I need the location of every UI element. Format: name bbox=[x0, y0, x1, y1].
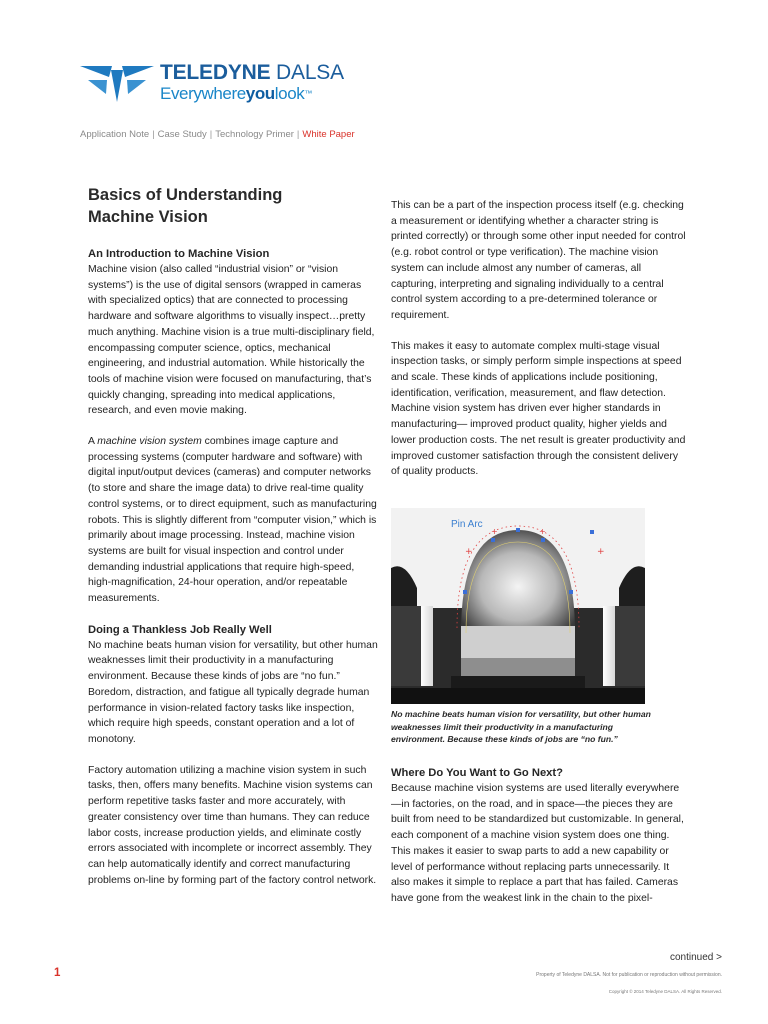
doc-type-separator: | bbox=[152, 129, 155, 140]
multi-stage-inspection-paragraph: This makes it easy to automate complex multi-stage visual inspection tasks, or simply perform simple inspections at speed and scale. These kinds of applications include positioning, identification, verification, measurement, and flaw detection. Machine vision system has driven ever higher standards in manufacturing— improved product quality, higher yields and lower production costs. The net result is greater productivity and improved customer satisfaction through the consistent delivery of quality products. bbox=[391, 340, 686, 478]
doc-type-white-paper-active: White Paper bbox=[302, 129, 355, 140]
pin-arc-figure bbox=[391, 508, 645, 704]
pin-arc-inspection-image bbox=[391, 508, 645, 704]
brand-name: TELEDYNE DALSA bbox=[160, 61, 344, 84]
inspection-process-paragraph: This can be a part of the inspection process itself (e.g. checking a measurement or identifying whether a character string is printed correctly) or through some other input needed for control (e.g. robot control or type verification). The machine vision system can include almost any number of cameras, all capturing, interpreting and signaling individually to a central control system according to a pre-determined tolerance or requirement. bbox=[391, 200, 686, 321]
brand-tagline: Everywhereyoulook™ bbox=[160, 84, 312, 103]
intro-paragraph: Machine vision (also called “industrial vision” or “vision systems”) is the use of digital sensors (wrapped in cameras with specialized optics) that are connected to processing hardware and software algorithms to visually inspect…pretty much anything. Machine vision is a true multi-disciplinary field, encompassing computer science, optics, mechanical engineering, and industrial automation. While historically the tools of machine vision were focused on manufacturing, that’s quickly changing, spreading into medical applications, research, and even movie making. bbox=[88, 264, 375, 417]
thankless-job-paragraph: No machine beats human vision for versatility, but other human weaknesses limit their productivity in a manufacturing environment. Because these kinds of jobs are “no fun.” Boredom, distraction, and fatigue all typically degrade human performance in vision-related factory tasks like inspection, which require high speeds, constant operation and a lot of monotony. bbox=[88, 639, 378, 745]
doc-type-case-study: Case Study bbox=[157, 129, 207, 140]
section-heading-introduction: An Introduction to Machine Vision bbox=[88, 248, 270, 260]
doc-type-separator: | bbox=[209, 129, 213, 140]
right-column-lower bbox=[391, 765, 689, 922]
page-number: 1 bbox=[54, 967, 61, 979]
svg-text:+: + bbox=[465, 547, 473, 557]
proprietary-notice: Property of Teledyne DALSA. Not for publication or reproduction without permission. bbox=[536, 972, 722, 978]
right-column bbox=[391, 198, 689, 495]
left-column bbox=[88, 184, 378, 903]
teledyne-logo-mark-icon bbox=[80, 62, 154, 104]
teledyne-dalsa-logo bbox=[80, 61, 344, 104]
figure-caption: No machine beats human vision for versatility, but other human weaknesses limit their productivity in a manufacturing environment. Because these kinds of jobs are “no fun.” bbox=[391, 709, 651, 744]
svg-text:+: + bbox=[491, 527, 498, 536]
factory-automation-paragraph: Factory automation utilizing a machine vision system in such tasks, then, offers many benefits. Machine vision systems can perform repetitive tasks faster and more accurately, with greater consistency over time than humans. They can reduce labor costs, increase production yields, and eliminate costly errors associated with incomplete or incorrect assembly. They can help automatically identify and correct manufacturing problems on-line by forming part of the factory control network. bbox=[88, 764, 377, 886]
continued-link[interactable]: continued > bbox=[670, 952, 722, 963]
where-next-paragraph: Because machine vision systems are used literally everywhere—in factories, on the road, and in space—the pieces they are built from need to be standardized but customizable. In general, each component of a machine vision system does one thing. This makes it easier to swap parts to add a new capability or level of performance without replacing parts unnecessarily. It also makes it simple to replace a part that has failed. Cameras have gone from the weakest link in the chain to the pixel- bbox=[391, 783, 684, 904]
doc-type-technology-primer: Technology Primer bbox=[215, 129, 294, 140]
copyright-notice: Copyright © 2014 Teledyne DALSA. All Rights Reserved. bbox=[608, 989, 722, 994]
page-title-line2: Machine Vision bbox=[88, 208, 208, 226]
section-heading-where-next: Where Do You Want to Go Next? bbox=[391, 767, 563, 779]
page-title-line1: Basics of Understanding bbox=[88, 186, 283, 204]
section-heading-thankless-job: Doing a Thankless Job Really Well bbox=[88, 623, 272, 636]
svg-text:+: + bbox=[539, 527, 546, 536]
pin-arc-label: Pin Arc bbox=[451, 519, 483, 530]
machine-vision-system-paragraph: A machine vision system combines image capture and processing systems (computer hardware and software) with digital input/output devices (cameras) and computer networks (to store and share the image data) to drive real-time quality control systems, or to direct equipment, such as manufacturing robots. This is slightly different from “computer vision,” which is primarily about image processing. Instead, machine vision systems are built for visual inspection and control under demanding industrial applications that require high-speed, high-magnification, 24-hour operation, and/or repeatable measurements. bbox=[88, 436, 377, 605]
page-title bbox=[88, 184, 378, 228]
doc-type-separator: | bbox=[296, 129, 300, 140]
svg-text:+: + bbox=[597, 547, 605, 557]
document-type-nav bbox=[80, 129, 355, 140]
doc-type-application-note: Application Note bbox=[80, 129, 150, 140]
